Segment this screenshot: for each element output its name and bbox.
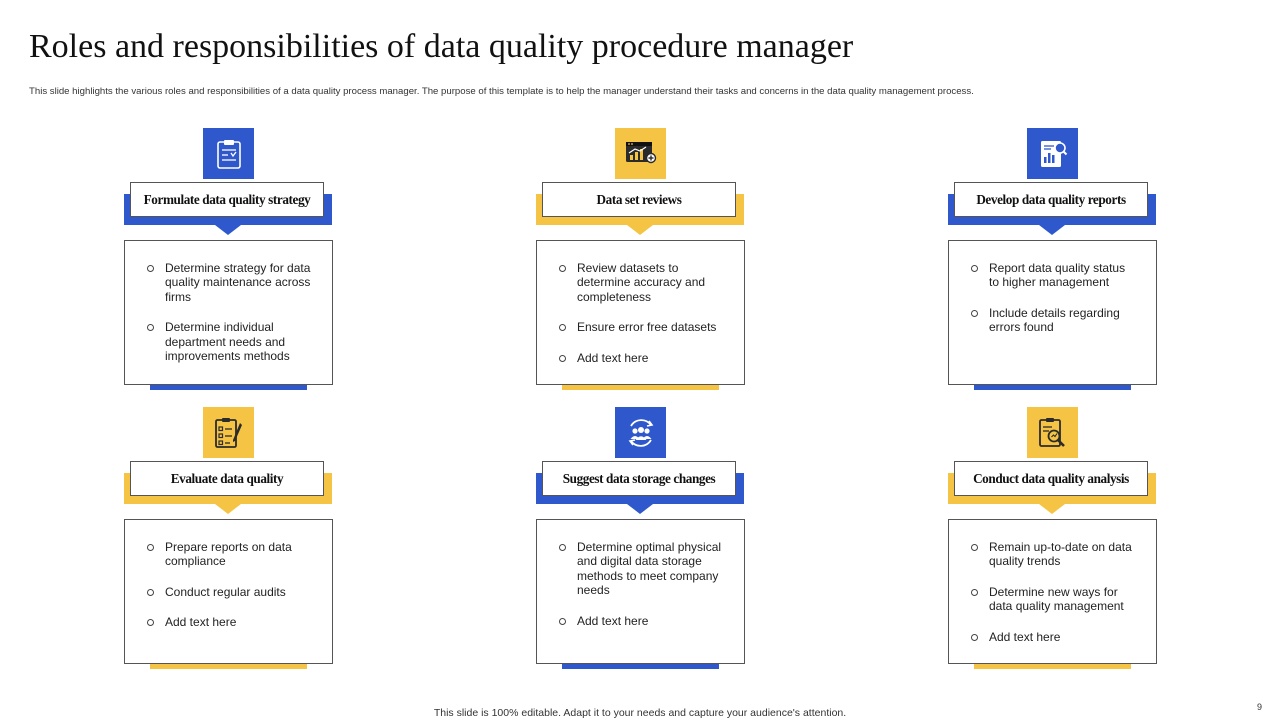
label-pointer: [215, 504, 241, 514]
card-body: [124, 519, 333, 664]
icon-box: [1027, 407, 1078, 458]
card-body: [948, 240, 1157, 385]
icon-box: [203, 407, 254, 458]
card-label: Develop data quality reports: [976, 191, 1126, 207]
role-card: [536, 128, 746, 390]
bullet-item: Conduct regular audits: [147, 585, 314, 599]
bullet-item: Report data quality status to higher management: [971, 261, 1138, 290]
bullet-list: [971, 540, 1138, 644]
card-body: [948, 519, 1157, 664]
footer-note: This slide is 100% editable. Adapt it to your needs and capture your audience's attention.: [433, 707, 847, 719]
bullet-item: Determine strategy for data quality maintenance across firms: [147, 261, 314, 304]
bullet-item: Include details regarding errors found: [971, 306, 1138, 335]
page-subtitle: This slide highlights the various roles and responsibilities of a data quality process manager. The purpose of this template is to help the manager understand their tasks and concerns in the data quality management process.: [29, 86, 974, 97]
role-card: [124, 407, 334, 669]
bullet-list: [971, 261, 1138, 335]
page-number: 9: [1256, 702, 1262, 712]
card-label-box: [954, 182, 1148, 217]
label-pointer: [215, 225, 241, 235]
card-label-box: [130, 182, 324, 217]
card-body: [536, 240, 745, 385]
icon-box: [203, 128, 254, 179]
label-pointer: [627, 504, 653, 514]
bullet-list: [147, 540, 314, 630]
role-card: [124, 128, 334, 390]
page-title: Roles and responsibilities of data quality procedure manager: [29, 28, 854, 65]
bullet-item: Prepare reports on data compliance: [147, 540, 314, 569]
role-card: [536, 407, 746, 669]
bullet-list: [147, 261, 314, 363]
clipboard-magnifier-icon: [1038, 417, 1068, 449]
monitor-chart-icon: [625, 140, 657, 168]
bullet-item: Determine new ways for data quality management: [971, 585, 1138, 614]
card-label: Formulate data quality strategy: [143, 191, 311, 207]
icon-box: [615, 407, 666, 458]
bullet-list: [559, 540, 726, 628]
card-label: Data set reviews: [596, 191, 682, 207]
card-label-box: [130, 461, 324, 496]
bullet-item: Determine optimal physical and digital data storage methods to meet company needs: [559, 540, 726, 598]
bullet-item: Remain up-to-date on data quality trends: [971, 540, 1138, 569]
report-chart-magnifier-icon: [1038, 139, 1068, 169]
card-body: [536, 519, 745, 664]
label-pointer: [1039, 225, 1065, 235]
card-label: Conduct data quality analysis: [973, 470, 1129, 486]
label-pointer: [1039, 504, 1065, 514]
role-card: [948, 128, 1158, 390]
bullet-item: Add text here: [971, 630, 1138, 644]
card-label: Evaluate data quality: [170, 470, 284, 486]
bullet-item: Review datasets to determine accuracy and completeness: [559, 261, 726, 304]
checklist-pen-icon: [214, 417, 244, 449]
bullet-item: Add text here: [559, 351, 726, 365]
card-label-box: [542, 461, 736, 496]
bullet-item: Add text here: [559, 614, 726, 628]
clipboard-document-icon: [216, 139, 242, 169]
card-body: [124, 240, 333, 385]
bullet-list: [559, 261, 726, 365]
bullet-item: Ensure error free datasets: [559, 320, 726, 334]
bullet-item: Determine individual department needs and improvements methods: [147, 320, 314, 363]
bullet-item: Add text here: [147, 615, 314, 629]
card-label: Suggest data storage changes: [562, 470, 716, 486]
card-label-box: [954, 461, 1148, 496]
team-cycle-icon: [624, 416, 658, 450]
card-label-box: [542, 182, 736, 217]
role-card: [948, 407, 1158, 669]
icon-box: [615, 128, 666, 179]
icon-box: [1027, 128, 1078, 179]
label-pointer: [627, 225, 653, 235]
